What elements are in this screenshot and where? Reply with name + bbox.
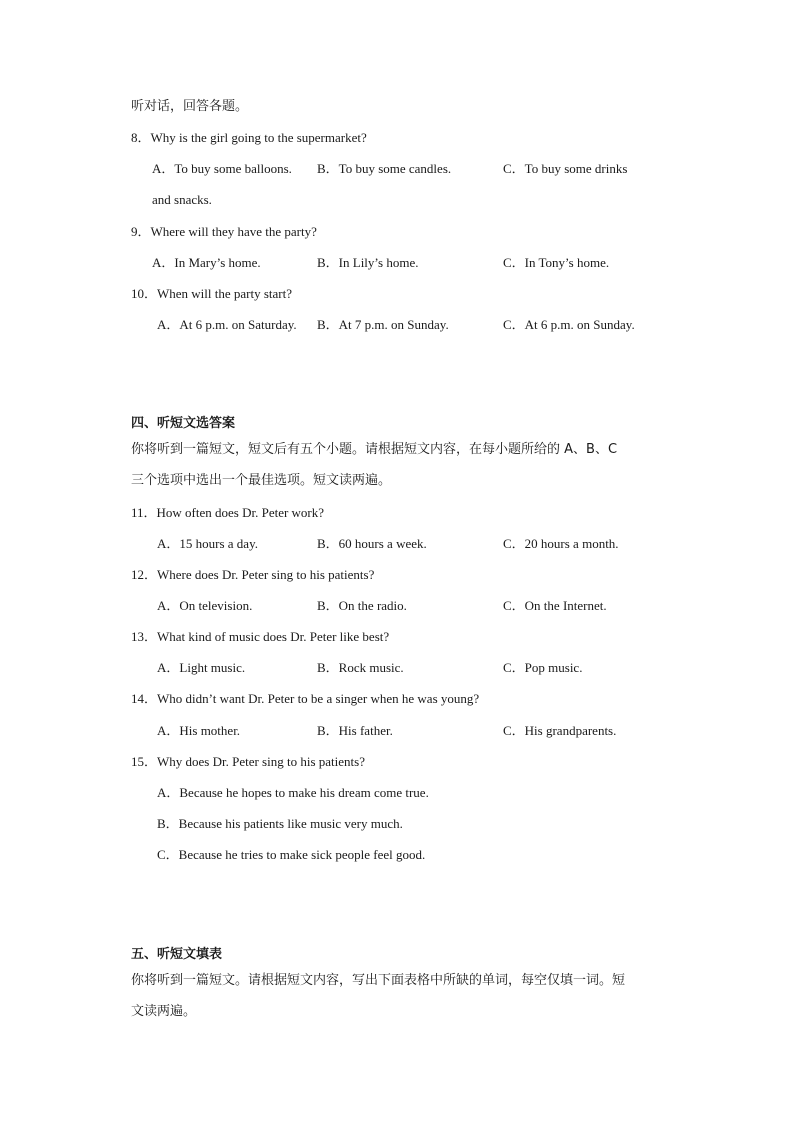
question-11-option-b: B．60 hours a week. [317, 536, 427, 551]
question-9-option-a: A．In Mary’s home. [152, 255, 261, 270]
question-14-option-b: B．His father. [317, 723, 393, 738]
question-11-option-a: A．15 hours a day. [157, 536, 258, 551]
question-12-option-a: A．On television. [157, 598, 253, 613]
question-13-stem: 13．What kind of music does Dr. Peter like best? [131, 629, 390, 644]
section5-instruction-line2: 文读两遍。 [131, 1004, 197, 1019]
question-15-option-a: A．Because he hopes to make his dream come true. [157, 785, 429, 800]
question-10-option-a: A．At 6 p.m. on Saturday. [157, 317, 297, 332]
question-11-stem: 11．How often does Dr. Peter work? [131, 505, 325, 520]
question-14-stem: 14．Who didn’t want Dr. Peter to be a singer when he was young? [131, 691, 480, 706]
question-9-option-c: C．In Tony’s home. [503, 255, 610, 270]
question-12-option-c: C．On the Internet. [503, 598, 607, 613]
section3-instruction: 听对话，回答各题。 [131, 99, 249, 114]
question-9-stem: 9．Where will they have the party? [131, 224, 317, 239]
question-14-option-a: A．His mother. [157, 723, 241, 738]
question-13-option-b: B．Rock music. [317, 660, 404, 675]
question-13-option-a: A．Light music. [157, 660, 246, 675]
section5-heading: 五、听短文填表 [131, 947, 223, 962]
question-12-stem: 12．Where does Dr. Peter sing to his patients? [131, 567, 375, 582]
question-10-option-b: B．At 7 p.m. on Sunday. [317, 317, 449, 332]
question-14-option-c: C．His grandparents. [503, 723, 617, 738]
question-9-option-b: B．In Lily’s home. [317, 255, 419, 270]
question-10-stem: 10．When will the party start? [131, 286, 293, 301]
section4-instruction-line2: 三个选项中选出一个最佳选项。短文读两遍。 [131, 473, 392, 488]
question-12-option-b: B．On the radio. [317, 598, 407, 613]
question-15-option-b: B．Because his patients like music very much. [157, 816, 403, 831]
question-15-option-c: C．Because he tries to make sick people feel good. [157, 847, 426, 862]
section5-instruction-line1: 你将听到一篇短文。请根据短文内容，写出下面表格中所缺的单词，每空仅填一词。短 [131, 973, 626, 988]
question-8-stem: 8．Why is the girl going to the supermarket? [131, 130, 367, 145]
question-13-option-c: C．Pop music. [503, 660, 583, 675]
question-10-option-c: C．At 6 p.m. on Sunday. [503, 317, 635, 332]
question-8-option-c: C．To buy some drinks [503, 161, 628, 176]
question-11-option-c: C．20 hours a month. [503, 536, 619, 551]
question-8-option-a: A．To buy some balloons. [152, 161, 292, 176]
question-8-option-b: B．To buy some candles. [317, 161, 452, 176]
section4-heading: 四、听短文选答案 [131, 416, 236, 431]
section4-instruction-line1: 你将听到一篇短文，短文后有五个小题。请根据短文内容，在每小题所给的 A、B、C [131, 442, 618, 457]
question-15-stem: 15．Why does Dr. Peter sing to his patients? [131, 754, 365, 769]
question-8-option-c-continued: and snacks. [152, 192, 212, 207]
